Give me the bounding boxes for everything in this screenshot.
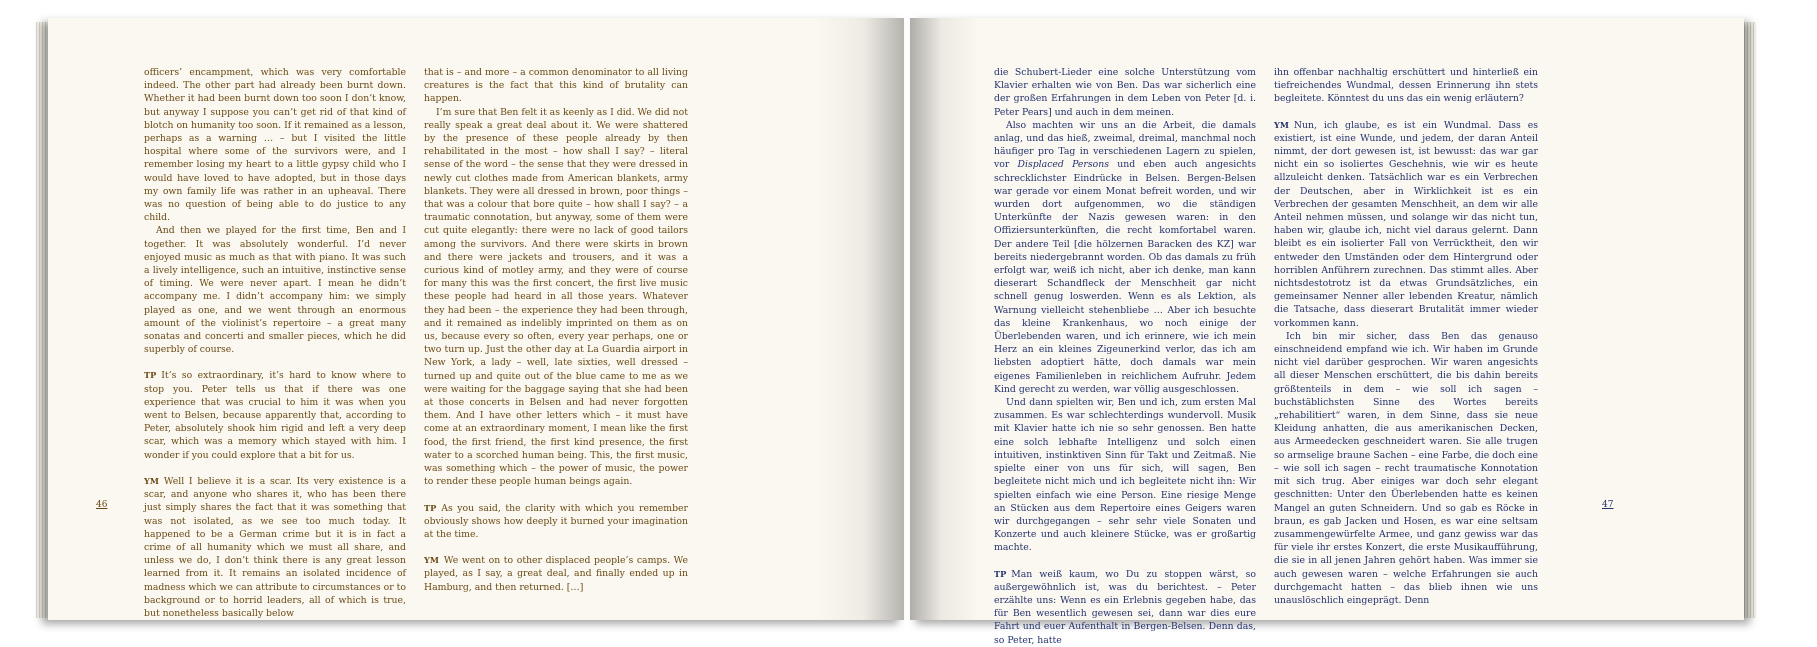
speaker-label: TP <box>424 502 437 513</box>
paragraph: that is – and more – a common denominator to all living creatures is the fact that this kind of brutality can happen. <box>424 67 688 105</box>
left-page <box>48 18 904 620</box>
interview-question <box>144 369 406 461</box>
right-page <box>910 18 1744 646</box>
speaker-label: TP <box>994 568 1007 579</box>
speaker-label: YM <box>144 475 159 486</box>
paragraph-text: und eben auch angesichts schrecklichster Eindrücke in Belsen. Bergen-Belsen war gerade vor einem Monat befreit worden, und wir wurden dort aufgenommen, wo die ständigen Unterkünfte der Nazis gewesen waren: in den Offiziersunterkünften, die recht komfortabel waren. Der andere Teil [die hölzernen Baracken des KZ] war bereits niedergebrannt worden. Ob das damals zu früh erfolgt war, weiß ich nicht, aber ich denke, man kann dieserart Schandfleck der Menschheit gar nicht schnell genug loswerden. Wenn es als Lektion, als Warnung vielleicht stehenbliebe … Aber ich besuchte das kleine Krankenhaus, wo noch einige der Überlebenden waren, und ich erinnere, wie ich mein Herz an ein kleines Zigeunerkind verlor, das ich am liebsten adoptiert hätte, doch damals war mein eigenes Familienleben in reichlichem Aufruhr. Jedem Kind gerecht zu werden, war völlig ausgeschlossen. <box>994 159 1256 395</box>
interview-question <box>424 502 688 542</box>
paragraph: die Schubert-Lieder eine solche Unterstützung vom Klavier erhalten wie von Ben. Das war sicherlich eine der großen Erfahrungen in dem Leben von Peter [d. i. Peter Pears] und auch in dem meinen. <box>994 67 1256 118</box>
paragraph <box>994 119 1256 396</box>
speaker-label: TP <box>144 370 157 381</box>
paragraph-text: Nun, ich glaube, es ist ein Wundmal. Dass es existiert, ist eine Wunde, und jedem, der daran Anteil nimmt, der dort gewesen ist, ist bewusst: das war gar nicht ein so isoliertes Geschehnis, wie wir es heute allzuleicht denken. Tatsächlich war es ein Verbrechen der Deutschen, aber in Wirklichkeit ist es ein Verbrechen der gesamten Menschheit, an dem wir alle Anteil nehmen müssen, und solange wir das nicht tun, haben wir, glaube ich, nicht viel daraus gelernt. Dann bleibt es ein isolierter Fall von Verrücktheit, den wir entweder den Umständen oder dem Hintergrund oder horriblen Anführern zurechnen. Das stimmt alles. Aber nichtsdestotrotz ist da etwas Grundsätzliches, ein gemeinsamer Nenner aller lebenden Kreatur, nämlich die Tatsache, dass dieserart Brutalität immer wieder vorkommen kann. <box>1274 119 1538 329</box>
paragraph-text: Also machten wir uns an die Arbeit, die damals anlag, und das hieß, zweimal, dreimal, manchmal noch häufiger pro Tag in verschiedenen Lagern zu spielen, vor <box>994 119 1256 171</box>
gutter-shadow-left <box>814 18 904 620</box>
gutter-shadow-right <box>910 18 980 620</box>
page-edge-stack-right <box>1742 22 1756 618</box>
interview-answer <box>424 554 688 594</box>
interview-question <box>994 568 1256 647</box>
paragraph-text: We went on to other displaced people’s camps. We played, as I say, a great deal, and finally ended up in Hamburg, and then returned. […] <box>424 555 688 593</box>
left-column-2 <box>424 66 688 594</box>
paragraph: And then we played for the first time, Ben and I together. It was absolutely wonderful. I’d never enjoyed music as much as that with piano. It was such a lively intelligence, such an intuitive, instinctive sense of timing. We were never apart. I mean he didn’t accompany me. I didn’t accompany him: we simply played as one, and we went through an enormous amount of the violinist’s repertoire – a great many sonatas and concerti and smaller pieces, which he did superbly of course. <box>144 225 406 356</box>
paragraph: ihn offenbar nachhaltig erschüttert und hinterließ ein tiefreichendes Wundmal, dessen Erinnerung ihn stets begleitete. Könntest du uns das ein wenig erläutern? <box>1274 67 1538 105</box>
page-number-left: 46 <box>96 500 108 510</box>
right-column-1 <box>994 66 1256 647</box>
paragraph-text: It’s so extraordinary, it’s hard to know where to stop you. Peter tells us that if there was one experience that was crucial to him it was when you went to Belsen, because apparently that, according to Peter, absolutely shook him rigid and left a very deep scar, which was a memory which stayed with him. I wonder if you could explore that a bit for us. <box>144 370 406 461</box>
page-number-right: 47 <box>1602 500 1614 510</box>
book-spread <box>30 18 1760 646</box>
speaker-label: YM <box>424 555 439 566</box>
paragraph: I’m sure that Ben felt it as keenly as I did. We did not really speak a great deal about it. We were shattered by the presence of these people already by then rehabilitated in the most – how shall I say? – literal sense of the word – the sense that they were dressed in newly cut clothes made from American blankets, army blankets. They were all dressed in brown, poor things – that was a colour that bore quite – how shall I say? – a traumatic connotation, but anyway, some of them were cut quite elegantly: there were no lack of good tailors among the survivors. And there were skirts in brown and there were jackets and trousers, and it was a curious kind of motley army, and they were of course for many this was the first concert, the first live music these people had heard in all those years. Whatever they had been – the experience they had been through, and it remained as indelibly imprinted on them as on us, because every so often, every year perhaps, one or two turn up. Just the other day at La Guardia airport in New York, a lady – well, late sixties, well dressed – turned up and quite out of the blue came to me as we were waiting for the baggage saying that she had been at those concerts in Belsen and had never forgotten them. And I have other letters which – it must have come at an extraordinary moment, I mean like the first food, the first friend, the first kind presence, the first water to a scorched human being. This, the first music, was something which – the power of music, the power to render these people human beings again. <box>424 106 688 488</box>
right-column-2 <box>1274 66 1538 607</box>
paragraph-text: Well I believe it is a scar. Its very existence is a scar, and anyone who shares it, who has been there just simply shares the fact that it was something that was not isolated, as we see too much today. It happened to be a German crime but it is in fact a crime of all humanity which we must all share, and unless we do, I don’t think there is any great lesson learned from it. It remains an isolated incidence of madness which we can attribute to circumstances or to background or to horrid leaders, all of which is true, but nonetheless basically below <box>144 475 406 619</box>
paragraph-text: As you said, the clarity with which you remember obviously shows how deeply it burned your imagination at the time. <box>424 502 688 540</box>
emphasis-text: Displaced Persons <box>1017 159 1110 171</box>
paragraph: officers’ encampment, which was very comfortable indeed. The other part had already been burnt down. Whether it had been burnt down too soon I don’t know, but anyway I suppose you can’t get rid of that kind of blotch on humanity too soon. If it remained as a lesson, perhaps as a warning … – but I visited the little hospital where some of the survivors were, and I remember losing my heart to a little gypsy child who I would have loved to have adopted, but in those days my own family life was rather in an upheaval. There was no question of being able to do justice to any child. <box>144 67 406 224</box>
paragraph: Ich bin mir sicher, dass Ben das genauso einschneidend empfand wie ich. Wir haben im Grunde nicht viel darüber gesprochen. Wir waren angesichts all dieser Menschen erschüttert, die bis dahin bereits größtenteils in dem – wie soll ich sagen – buchstäblichsten Sinne des Wortes bereits „rehabilitiert“ waren, in dem Sinne, dass sie neue Kleidung anhatten, die aus amerikanischen Decken, aus Armeedecken geschneidert waren. Sie alle trugen so armselige braune Sachen – eine Farbe, die doch eine – wie soll ich sagen – recht traumatische Konnotation mit sich trug. Aber einiges war doch sehr elegant geschnitten: Unter den Überlebenden hatte es keinen Mangel an guten Schneidern. Und so gab es Röcke in braun, es gab Jacken und Hosen, es war eine seltsam zusammengewürfelte Armee, und ganz gewiss war das für viele ihr erstes Konzert, die erste Musikaufführung, die sie in all jenen Jahren gehört haben. Was immer sie auch gewesen waren – welche Erfahrungen sie auch durchgemacht hatten – das blieb ihnen wie uns unauslöschlich eingeprägt. Denn <box>1274 330 1538 606</box>
interview-answer <box>144 475 406 620</box>
speaker-label: YM <box>1274 119 1289 130</box>
paragraph-text: Man weiß kaum, wo Du zu stoppen wärst, so außergewöhnlich ist, was du berichtest. – Peter erzählte uns: Wenn es ein Erlebnis gegeben habe, das für Ben wesentlich gewesen sei, dann war dies eure Fahrt und euer Aufenthalt in Bergen-Belsen. Denn das, so Peter, hatte <box>994 568 1256 646</box>
left-column-1 <box>144 66 406 620</box>
interview-answer <box>1274 119 1538 330</box>
paragraph: Und dann spielten wir, Ben und ich, zum ersten Mal zusammen. Es war schlechterdings wundervoll. Musik mit Klavier hatte ich nie so sehr genossen. Ben hatte eine solch lebhafte Intelligenz und solch einen intuitiven, instinktiven Sinn für Takt und Zeitmaß. Nie spielte einer von uns für sich, will sagen, Ben begleitete nicht mich und ich begleitete nicht ihn: Wir spielten einfach wie eine Person. Eine riesige Menge an Stücken aus dem Repertoire eines Geigers waren wir durchgegangen – sehr sehr viele Sonaten und Konzerte und auch kleinere Stücke, was er großartig machte. <box>994 397 1256 554</box>
